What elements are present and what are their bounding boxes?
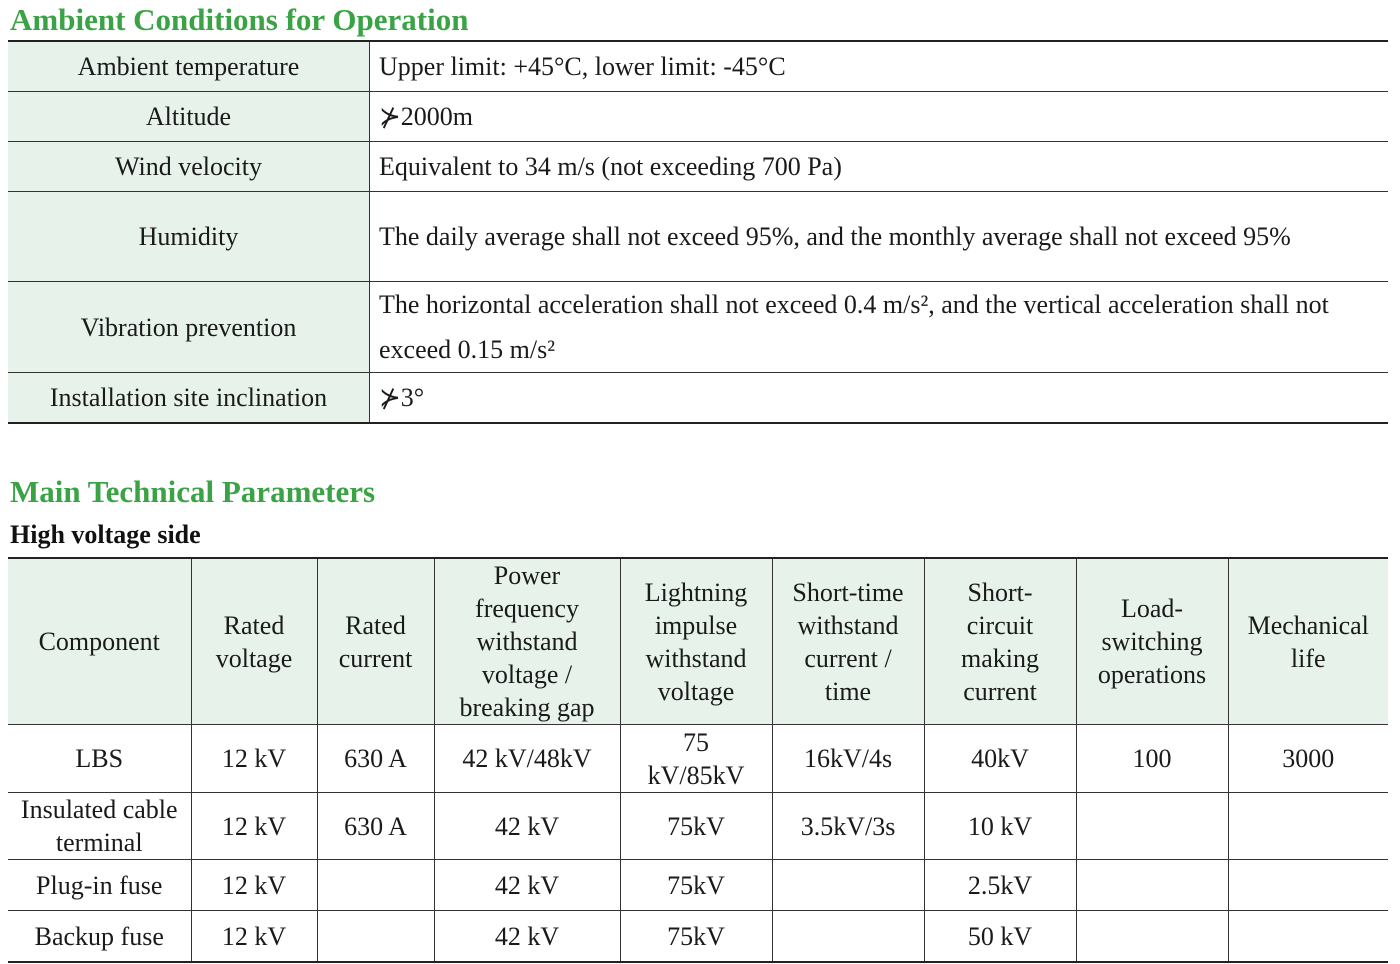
cell-rated-current [317,911,434,963]
cell-short-time [772,911,924,963]
cell-lightning-impulse: 75 kV/85kV [620,725,772,793]
cell-short-circuit: 40kV [924,725,1076,793]
cell-mechanical-life [1228,793,1388,860]
cell-mechanical-life [1228,911,1388,963]
row-label: Ambient temperature [8,41,370,92]
cell-short-circuit: 50 kV [924,911,1076,963]
header-row [8,558,1388,725]
cell-load-switching [1076,860,1228,911]
row-value: Upper limit: +45°C, lower limit: -45°C [370,41,1389,92]
header-rated-current: Rated current [317,558,434,725]
header-power-frequency: Power frequency withstand voltage / breaking gap [434,558,620,725]
tech-section-title: Main Technical Parameters [10,474,376,509]
row-label: Installation site inclination [8,373,370,424]
table-row [8,860,1388,911]
table-row [8,725,1388,793]
cell-power-frequency: 42 kV/48kV [434,725,620,793]
ambient-conditions-table [8,40,1388,424]
cell-component: Insulated cable terminal [8,793,191,860]
table-row [8,793,1388,860]
cell-rated-voltage: 12 kV [191,860,317,911]
row-value: ⊁2000m [370,92,1389,142]
table-row [8,911,1388,963]
cell-short-circuit: 10 kV [924,793,1076,860]
table-row [8,373,1388,424]
table-row [8,282,1388,373]
tech-subtitle: High voltage side [10,520,201,549]
cell-component: Plug-in fuse [8,860,191,911]
cell-rated-current [317,860,434,911]
table-row [8,142,1388,192]
technical-parameters-table [8,557,1388,963]
cell-rated-current: 630 A [317,793,434,860]
cell-lightning-impulse: 75kV [620,860,772,911]
row-label: Wind velocity [8,142,370,192]
header-load-switching: Load-switching operations [1076,558,1228,725]
row-label: Humidity [8,192,370,282]
cell-lightning-impulse: 75kV [620,911,772,963]
cell-load-switching [1076,911,1228,963]
cell-power-frequency: 42 kV [434,911,620,963]
row-value: The daily average shall not exceed 95%, and the monthly average shall not exceed 95% [370,192,1389,282]
header-rated-voltage: Rated voltage [191,558,317,725]
ambient-section-title: Ambient Conditions for Operation [10,2,469,37]
table-row [8,41,1388,92]
cell-short-time: 16kV/4s [772,725,924,793]
table-row [8,92,1388,142]
cell-component: LBS [8,725,191,793]
row-label: Vibration prevention [8,282,370,373]
cell-load-switching: 100 [1076,725,1228,793]
table-row [8,192,1388,282]
row-value: ⊁3° [379,383,425,412]
cell-mechanical-life [1228,860,1388,911]
row-value: Equivalent to 34 m/s (not exceeding 700 Pa) [370,142,1389,192]
header-lightning-impulse: Lightning impulse withstand voltage [620,558,772,725]
cell-load-switching [1076,793,1228,860]
cell-rated-voltage: 12 kV [191,793,317,860]
cell-component: Backup fuse [8,911,191,963]
cell-power-frequency: 42 kV [434,860,620,911]
cell-lightning-impulse: 75kV [620,793,772,860]
row-label: Altitude [8,92,370,142]
cell-short-time [772,860,924,911]
cell-rated-current: 630 A [317,725,434,793]
header-short-time: Short-time withstand current / time [772,558,924,725]
header-short-circuit: Short-circuit making current [924,558,1076,725]
cell-rated-voltage: 12 kV [191,911,317,963]
cell-rated-voltage: 12 kV [191,725,317,793]
header-mechanical-life: Mechanical life [1228,558,1388,725]
cell-short-time: 3.5kV/3s [772,793,924,860]
header-component: Component [8,558,191,725]
cell-power-frequency: 42 kV [434,793,620,860]
cell-mechanical-life: 3000 [1228,725,1388,793]
cell-short-circuit: 2.5kV [924,860,1076,911]
row-value: The horizontal acceleration shall not exceed 0.4 m/s², and the vertical acceleration shall not exceed 0.15 m/s² [370,282,1389,373]
